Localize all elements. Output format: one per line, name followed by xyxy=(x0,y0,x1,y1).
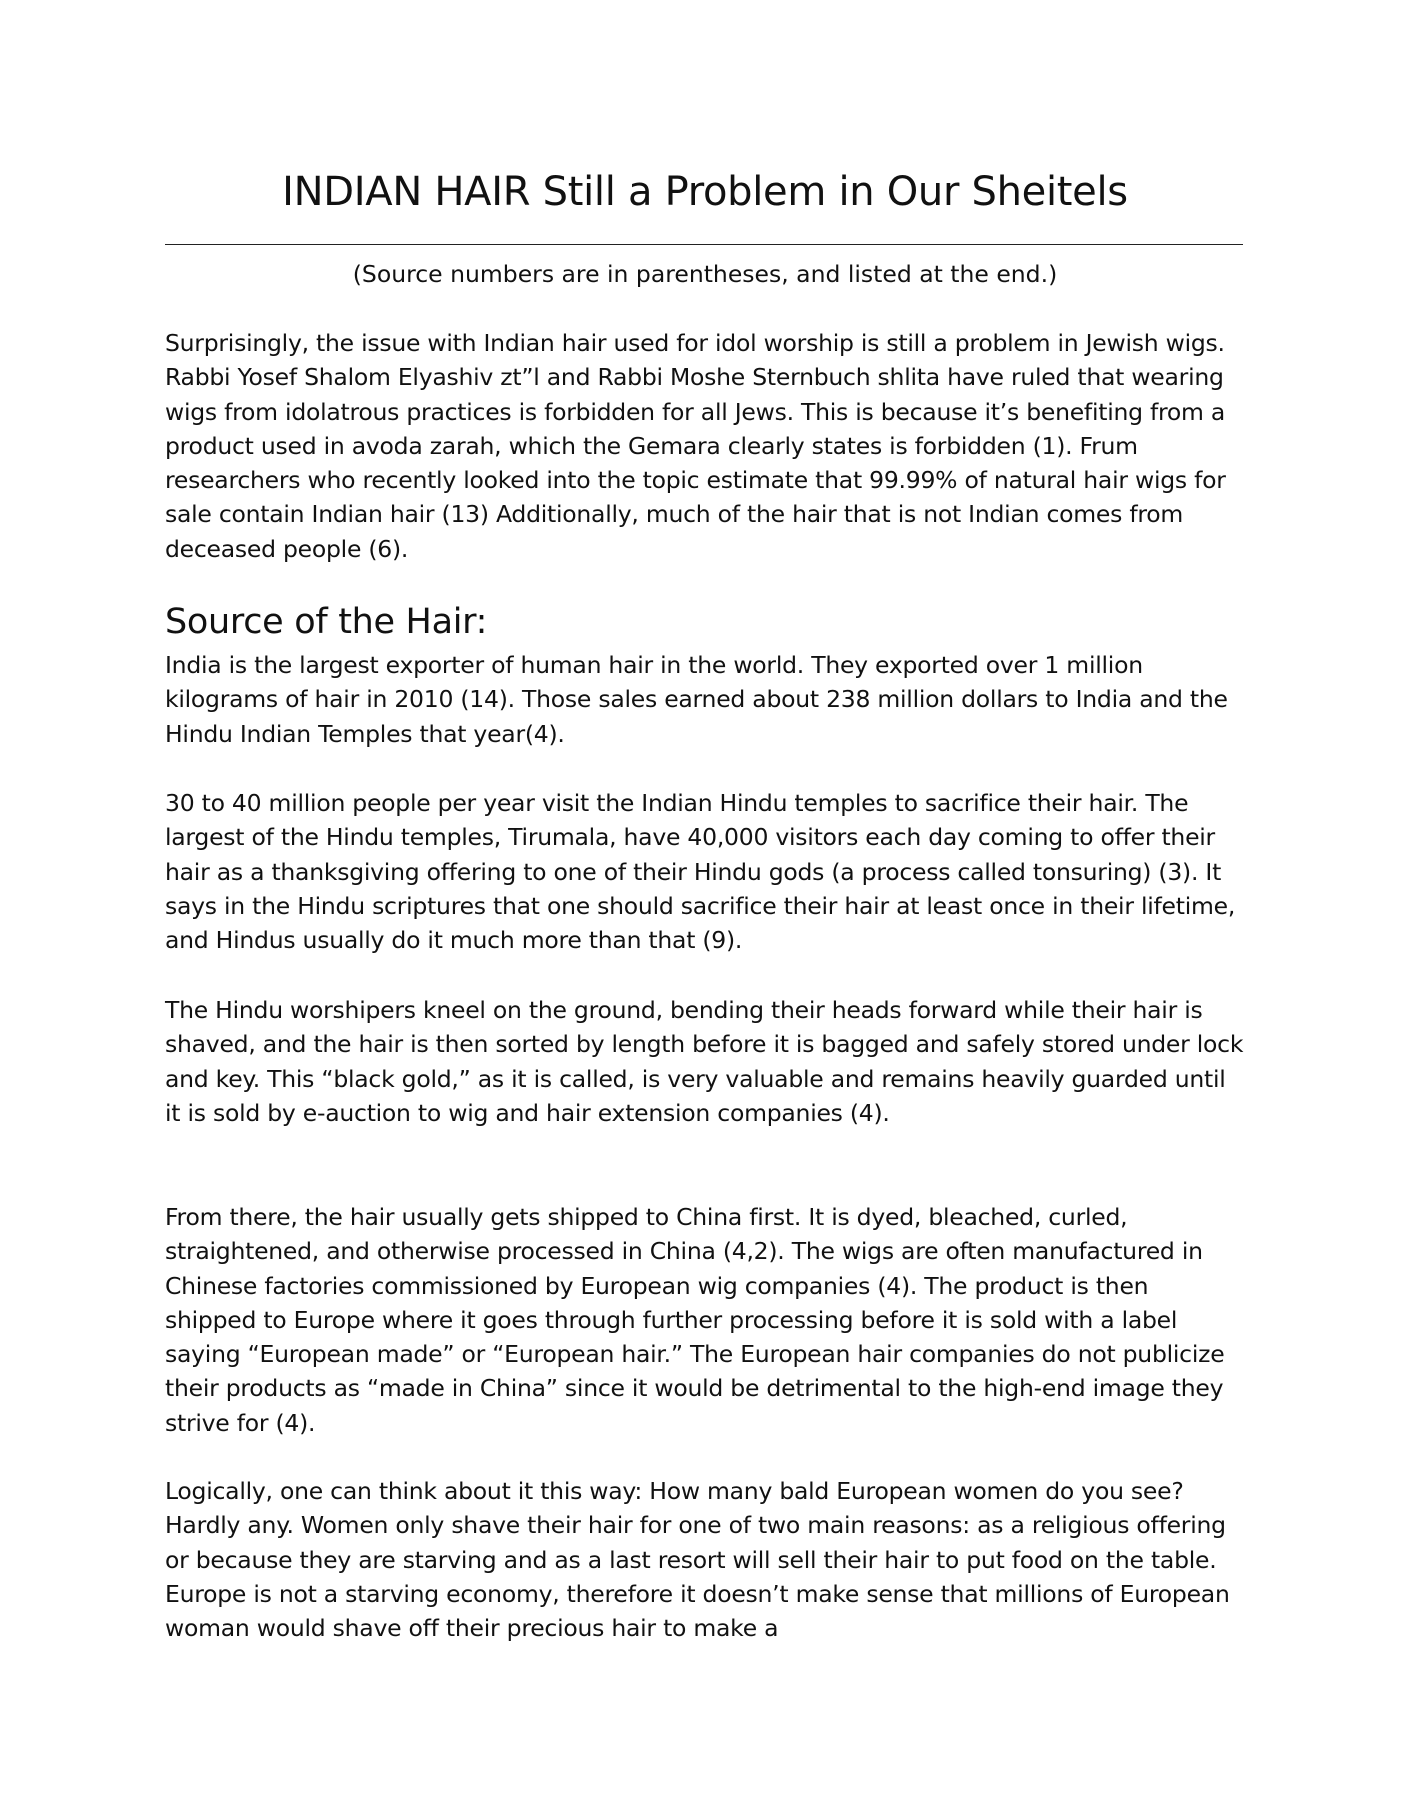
paragraph-exports: India is the largest exporter of human hair in the world. They exported over 1 million kilograms of hair in 2010 (14). Those sales earned about 238 million dollars to India and the Hindu Indian Temples that year(4). xyxy=(165,651,1228,748)
title-divider xyxy=(165,244,1243,245)
paragraph-temples: 30 to 40 million people per year visit the Indian Hindu temples to sacrifice their hair. The largest of the Hindu temples, Tirumala, have 40,000 visitors each day coming to offer their hair as a thanksgiving offering to one of their Hindu gods (a process called tonsuring) (3). It says in the Hindu scriptures that one should sacrifice their hair at least once in their lifetime, and Hindus usually do it much more than that (9). xyxy=(165,789,1236,955)
document-title: INDIAN HAIR Still a Problem in Our Sheitels xyxy=(282,169,1128,215)
intro-paragraph: Surprisingly, the issue with Indian hair used for idol worship is still a problem in Jewish wigs. Rabbi Yosef Shalom Elyashiv zt”l and Rabbi Moshe Sternbuch shlita have ruled that wearing wigs from idolatrous practices is forbidden for all Jews. This is because it’s benefiting from a product used in avoda zarah, which the Gemara clearly states is forbidden (1). Frum researchers who recently looked into the topic estimate that 99.99% of natural hair wigs for sale contain Indian hair (13) Additionally, much of the hair that is not Indian comes from deceased people (6). xyxy=(165,329,1226,563)
paragraph-logic: Logically, one can think about it this way: How many bald European women do you see? Hardly any. Women only shave their hair for one of two main reasons: as a religious offering or because they are starving and as a last resort will sell their hair to put food on the table. Europe is not a starving economy, therefore it doesn’t make sense that millions of European woman would shave off their precious hair to make a xyxy=(165,1477,1230,1643)
section-heading: Source of the Hair: xyxy=(165,602,488,642)
paragraph-worshipers: The Hindu worshipers kneel on the ground, bending their heads forward while their hair is shaved, and the hair is then sorted by length before it is bagged and safely stored under lock and key. This “black gold,” as it is called, is very valuable and remains heavily guarded until it is sold by e-auction to wig and hair extension companies (4). xyxy=(165,996,1244,1127)
paragraph-processing: From there, the hair usually gets shipped to China first. It is dyed, bleached, curled, straightened, and otherwise processed in China (4,2). The wigs are often manufactured in Chinese factories commissioned by European wig companies (4). The product is then shipped to Europe where it goes through further processing before it is sold with a label saying “European made” or “European hair.” The European hair companies do not publicize their products as “made in China” since it would be detrimental to the high-end image they strive for (4). xyxy=(165,1203,1225,1437)
source-note: (Source numbers are in parentheses, and listed at the end.) xyxy=(352,260,1058,288)
